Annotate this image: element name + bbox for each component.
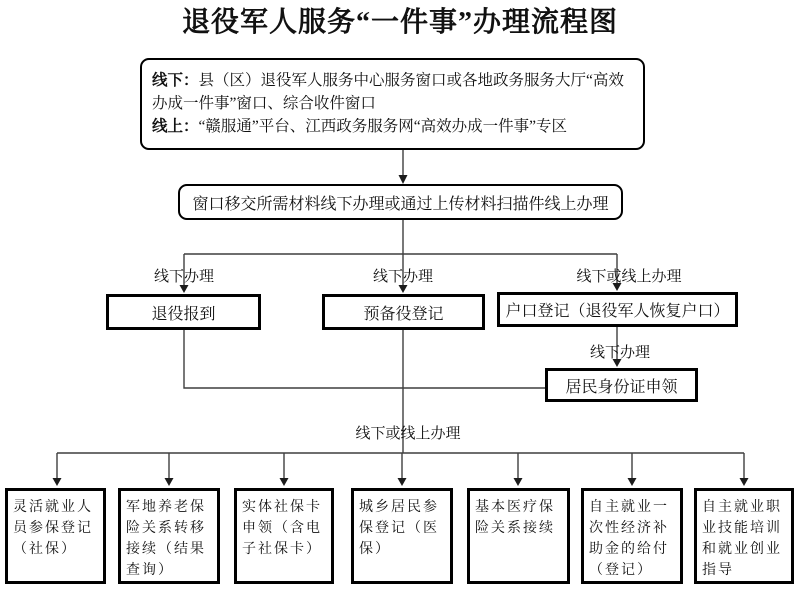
intake-channels-box [140, 58, 645, 150]
intake-online-line [152, 115, 633, 138]
offline-text: 县（区）退役军人服务中心服务窗口或各地政务服务大厅“高效办成一件事”窗口、综合收件窗口 [152, 72, 624, 112]
online-prefix: 线上： [152, 118, 199, 135]
page-title: 退役军人服务“一件事”办理流程图 [181, 7, 618, 38]
task-box-label: 实体社保卡申领（含电子社保卡） [242, 500, 322, 557]
task-box-label: 自主就业职业技能培训和就业创业指导 [702, 500, 782, 578]
process-box-hukou-label: 户口登记（退役军人恢复户口） [505, 303, 730, 320]
task-box-basic-medical-insurance-continuation [467, 488, 570, 584]
task-box-label: 军地养老保险关系转移接续（结果查询） [126, 500, 206, 578]
process-box-report [106, 294, 261, 330]
task-box-label: 基本医疗保险关系接续 [475, 500, 555, 536]
material-submission-label: 窗口移交所需材料线下办理或通过上传材料扫描件线上办理 [192, 195, 609, 213]
idcard-flow-label: 线下办理 [589, 345, 651, 361]
branch-label-right: 线下或线上办理 [576, 269, 682, 285]
online-text: “赣服通”平台、江西政务服务网“高效办成一件事”专区 [198, 118, 568, 135]
task-box-vocational-training-guidance [694, 488, 794, 584]
task-box-social-security-card [234, 488, 334, 584]
branch-label-middle: 线下办理 [372, 269, 434, 285]
process-box-reserve-label: 预备役登记 [363, 305, 444, 323]
offline-prefix: 线下： [152, 72, 199, 89]
branch-trunk-lines [184, 220, 617, 254]
task-box-pension-transfer [118, 488, 220, 584]
task-box-label: 自主就业一次性经济补助金的给付（登记） [589, 500, 669, 578]
process-box-idcard-label: 居民身份证申领 [565, 378, 678, 396]
task-box-label: 城乡居民参保登记（医保） [359, 500, 439, 557]
bottom-flow-label: 线下或线上办理 [355, 426, 461, 442]
process-box-idcard-application [545, 368, 698, 402]
task-box-resident-medical-insurance [351, 488, 453, 584]
arrow-source-to-submit [399, 150, 408, 184]
line-report-to-idcard [184, 330, 545, 388]
arrows-distribution-drops [53, 453, 749, 486]
task-box-label: 灵活就业人员参保登记（社保） [13, 500, 93, 557]
task-box-onetime-economic-subsidy [581, 488, 683, 584]
process-box-report-label: 退役报到 [151, 305, 216, 323]
task-box-flexible-employment-insurance [5, 488, 106, 584]
intake-offline-line [152, 69, 633, 115]
process-box-reserve-registration [322, 294, 485, 330]
branch-label-left: 线下办理 [153, 269, 215, 285]
process-box-hukou-registration [497, 292, 738, 327]
material-submission-box [178, 184, 623, 220]
